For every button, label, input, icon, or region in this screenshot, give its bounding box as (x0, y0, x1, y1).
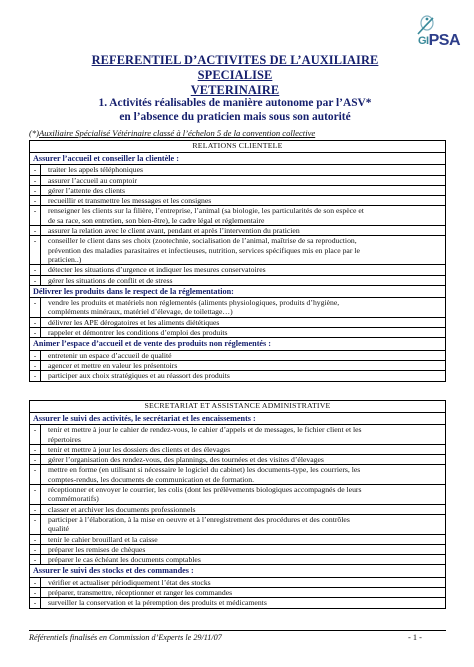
list-item (30, 165, 446, 175)
item-line: participer à l’élaboration, à la mise en oeuvre et à l’enregistrement des procédures et des contrôles (48, 514, 350, 524)
item-text (41, 598, 446, 608)
item-line: compléments minéraux, matériel d’élevage, de toilettage…) (48, 307, 233, 317)
item-line: gérer les situations de conflit et de stress (48, 275, 173, 285)
item-text (41, 165, 446, 175)
bullet-dash: - (30, 226, 41, 236)
list-item (30, 455, 446, 465)
bullet-dash: - (30, 598, 41, 608)
bullet-dash: - (30, 165, 41, 175)
list-item (30, 175, 446, 185)
item-line: préparer le cas échéant les documents comptables (48, 555, 201, 565)
list-item (30, 298, 446, 318)
item-text (41, 360, 446, 370)
item-line: praticien..) (48, 254, 82, 264)
subtitle-line-1: 1. Activités réalisables de manière autonome par l’ASV* (98, 97, 372, 109)
bullet-dash: - (30, 175, 41, 185)
subtitle-line-2: en l’absence du praticien mais sous son autorité (119, 111, 351, 123)
list-item (30, 465, 446, 485)
section-title: Délivrer les produits dans le respect de la réglementation: (30, 285, 446, 297)
list-item (30, 588, 446, 598)
item-text (41, 555, 446, 565)
table-header: RELATIONS CLIENTELE (30, 141, 446, 153)
item-text (41, 196, 446, 206)
section-title: Assurer le suivi des stocks et des commandes : (30, 565, 446, 577)
item-text (41, 588, 446, 598)
list-item (30, 265, 446, 275)
list-item (30, 444, 446, 454)
bullet-dash: - (30, 236, 41, 265)
bullet-dash: - (30, 371, 41, 381)
list-item (30, 544, 446, 554)
list-item (30, 328, 446, 338)
item-line: gérer l’organisation des rendez-vous, des plannings, des tournées et des visites d’élevages (48, 455, 324, 465)
footnote-asv: (*)Auxiliaire Spécialisé Vétérinaire classé à l’échelon 5 de la convention collective (29, 128, 316, 138)
list-item (30, 598, 446, 608)
item-text (41, 236, 446, 265)
footer-text: Référentiels finalisés en Commission d’Experts le 29/11/07 (29, 633, 222, 642)
section-title: Assurer le suivi des activités, le secrétariat et les encaissements : (30, 413, 446, 425)
item-line: entretenir un espace d’accueil de qualité (48, 350, 172, 360)
list-item (30, 206, 446, 226)
item-line: commémoratifs) (48, 494, 99, 504)
list-item (30, 577, 446, 587)
item-text (41, 544, 446, 554)
list-item (30, 514, 446, 534)
list-item (30, 360, 446, 370)
list-item (30, 371, 446, 381)
list-item (30, 236, 446, 265)
bullet-dash: - (30, 298, 41, 318)
section-title: Animer l’espace d’accueil et de vente des produits non réglementés : (30, 338, 446, 350)
item-line: rappeler et démontrer les conditions d’emploi des produits (48, 328, 228, 338)
list-item (30, 185, 446, 195)
bullet-dash: - (30, 544, 41, 554)
bullet-dash: - (30, 275, 41, 285)
bullet-dash: - (30, 455, 41, 465)
item-line: traiter les appels téléphoniques (48, 165, 143, 175)
item-line: de sa race, son entretien, son bien-être), le cadre légal et réglementaire (48, 215, 265, 225)
bullet-dash: - (30, 425, 41, 445)
footer-divider (29, 630, 446, 631)
bullet-dash: - (30, 534, 41, 544)
bullet-dash: - (30, 328, 41, 338)
item-line: vendre les produits et matériels non réglementés (aliments physiologiques, produits d’hygiène, (48, 298, 340, 308)
item-text (41, 298, 446, 318)
item-text (41, 350, 446, 360)
bullet-dash: - (30, 577, 41, 587)
item-text (41, 444, 446, 454)
item-line: assurer la relation avec le client avant, pendant et après l’intervention du praticien (48, 226, 300, 236)
item-line: réceptionner et envoyer le courrier, les colis (dont les prélèvements biologiques accompagnés de leurs (48, 485, 362, 495)
bullet-dash: - (30, 185, 41, 195)
list-item (30, 196, 446, 206)
item-line: détecter les situations d’urgence et indiquer les mesures conservatoires (48, 265, 266, 275)
list-item (30, 504, 446, 514)
secretariat-table (29, 400, 446, 609)
item-text (41, 275, 446, 285)
bullet-dash: - (30, 514, 41, 534)
item-text (41, 577, 446, 587)
list-item (30, 350, 446, 360)
document-title (60, 53, 410, 98)
item-text (41, 175, 446, 185)
list-item (30, 317, 446, 327)
item-line: répertoires (48, 434, 81, 444)
item-line: délivrer les APE dérogatoires et les aliments diététiques (48, 317, 220, 327)
item-line: gérer l’attente des clients (48, 185, 126, 195)
item-text (41, 371, 446, 381)
item-text (41, 328, 446, 338)
item-text (41, 485, 446, 505)
bullet-dash: - (30, 360, 41, 370)
gipsa-logo (412, 14, 464, 54)
bullet-dash: - (30, 465, 41, 485)
item-line: prévention des maladies parasitaires et infectieuses, nutrition, services spécifiques mis en place par le (48, 245, 360, 255)
item-line: assurer l’accueil au comptoir (48, 175, 138, 185)
bullet-dash: - (30, 444, 41, 454)
item-text (41, 534, 446, 544)
bullet-dash: - (30, 196, 41, 206)
item-line: recueillir et transmettre les messages et les consignes (48, 196, 212, 206)
bullet-dash: - (30, 350, 41, 360)
item-line: renseigner les clients sur la filière, l’entreprise, l’animal (sa biologie, les particularités de son espèce et (48, 206, 364, 216)
item-text (41, 185, 446, 195)
item-text (41, 465, 446, 485)
item-line: participer aux choix stratégiques et au réassort des produits (48, 371, 230, 381)
item-text (41, 265, 446, 275)
item-line: comptes-rendus, les documents de communication et de formation. (48, 474, 255, 484)
relations-clientele-table (29, 140, 446, 382)
list-item (30, 534, 446, 544)
item-line: préparer, transmettre, réceptionner et ranger les commandes (48, 588, 233, 598)
table-header: SECRETARIAT ET ASSISTANCE ADMINISTRATIVE (30, 401, 446, 413)
bullet-dash: - (30, 588, 41, 598)
item-line: classer et archiver les documents professionnels (48, 504, 196, 514)
item-text (41, 206, 446, 226)
item-line: tenir le cahier brouillard et la caisse (48, 534, 158, 544)
logo-text: GIPSA (418, 32, 461, 49)
bullet-dash: - (30, 317, 41, 327)
item-text (41, 317, 446, 327)
item-line: préparer les remises de chèques (48, 544, 146, 554)
list-item (30, 555, 446, 565)
item-line: tenir et mettre à jour le cahier de rendez-vous, le cahier d’appels et de messages, le fichier client et les (48, 425, 362, 435)
item-text (41, 504, 446, 514)
item-line: surveiller la conservation et la péremption des produits et médicaments (48, 598, 267, 608)
list-item (30, 226, 446, 236)
item-text (41, 226, 446, 236)
section-subtitle (60, 96, 410, 124)
item-line: vérifier et actualiser périodiquement l’état des stocks (48, 577, 211, 587)
item-text (41, 455, 446, 465)
title-line-2: VETERINAIRE (190, 83, 280, 97)
bullet-dash: - (30, 555, 41, 565)
section-title: Assurer l’accueil et conseiller la clientèle : (30, 153, 446, 165)
item-line: tenir et mettre à jour les dossiers des clients et des élevages (48, 444, 231, 454)
item-line: agencer et mettre en valeur les présentoirs (48, 360, 178, 370)
list-item (30, 485, 446, 505)
page-number: - 1 - (408, 633, 422, 642)
bullet-dash: - (30, 206, 41, 226)
title-line-1: REFERENTIEL D’ACTIVITES DE L’AUXILIAIRE SPECIALISE (91, 53, 379, 82)
item-line: qualité (48, 524, 69, 534)
bullet-dash: - (30, 265, 41, 275)
item-text (41, 514, 446, 534)
list-item (30, 275, 446, 285)
bullet-dash: - (30, 504, 41, 514)
item-line: conseiller le client dans ses choix (zootechnie, socialisation de l’animal, maîtrise de sa reproduction, (48, 236, 357, 246)
list-item (30, 425, 446, 445)
bullet-dash: - (30, 485, 41, 505)
item-line: mettre en forme (en utilisant si nécessaire le logiciel du cabinet) les documents-type, les courriers, les (48, 465, 361, 475)
item-text (41, 425, 446, 445)
